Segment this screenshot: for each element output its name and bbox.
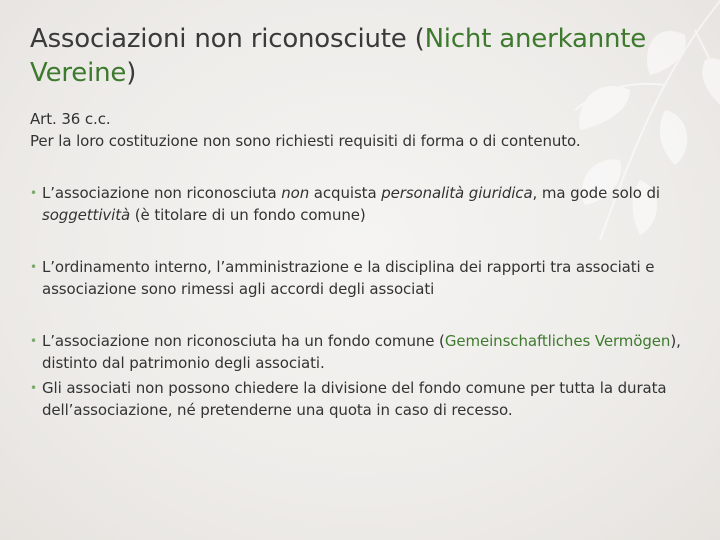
bullet-text: , ma gode solo di [532, 184, 660, 202]
bullet-item [30, 377, 700, 421]
bullet-german-term: Gemeinschaftliches Vermögen [444, 332, 671, 350]
title-text: Associazioni non riconosciute ( [30, 24, 425, 54]
bullet-item [30, 182, 700, 226]
bullet-icon: • [30, 260, 37, 274]
intro-sentence: Per la loro costituzione non sono richiesti requisiti di forma o di contenuto. [30, 132, 581, 150]
bullet-text: (è titolare di un fondo comune) [130, 206, 366, 224]
title-german-term: Nicht anerkannte Vereine [30, 24, 647, 88]
bullet-icon: • [30, 381, 37, 395]
bullet-text: Gli associati non possono chiedere la divisione del fondo comune per tutta la durata dell’associazione, né pretenderne una quota in caso di recesso. [42, 379, 667, 419]
bullet-text: L’associazione non riconosciuta ha un fondo comune ( [42, 332, 445, 350]
bullet-icon: • [30, 334, 37, 348]
bullet-icon: • [30, 186, 37, 200]
bullet-text: ), distinto dal patrimonio degli associati. [42, 332, 681, 372]
slide-body [30, 108, 700, 421]
slide-title [30, 22, 700, 90]
bullet-emphasis: soggettività [42, 206, 131, 224]
bullet-emphasis: non [281, 184, 310, 202]
bullet-item [30, 256, 700, 300]
bullet-text: L’associazione non riconosciuta [42, 184, 282, 202]
article-reference: Art. 36 c.c. [30, 110, 111, 128]
title-close-paren: ) [126, 58, 137, 88]
bullet-text: L’ordinamento interno, l’amministrazione e la disciplina dei rapporti tra associati e associazione sono rimessi agli accordi degli associati [42, 258, 655, 298]
bullet-text: acquista [309, 184, 382, 202]
bullet-item [30, 330, 700, 374]
bullet-emphasis: personalità giuridica [381, 184, 533, 202]
